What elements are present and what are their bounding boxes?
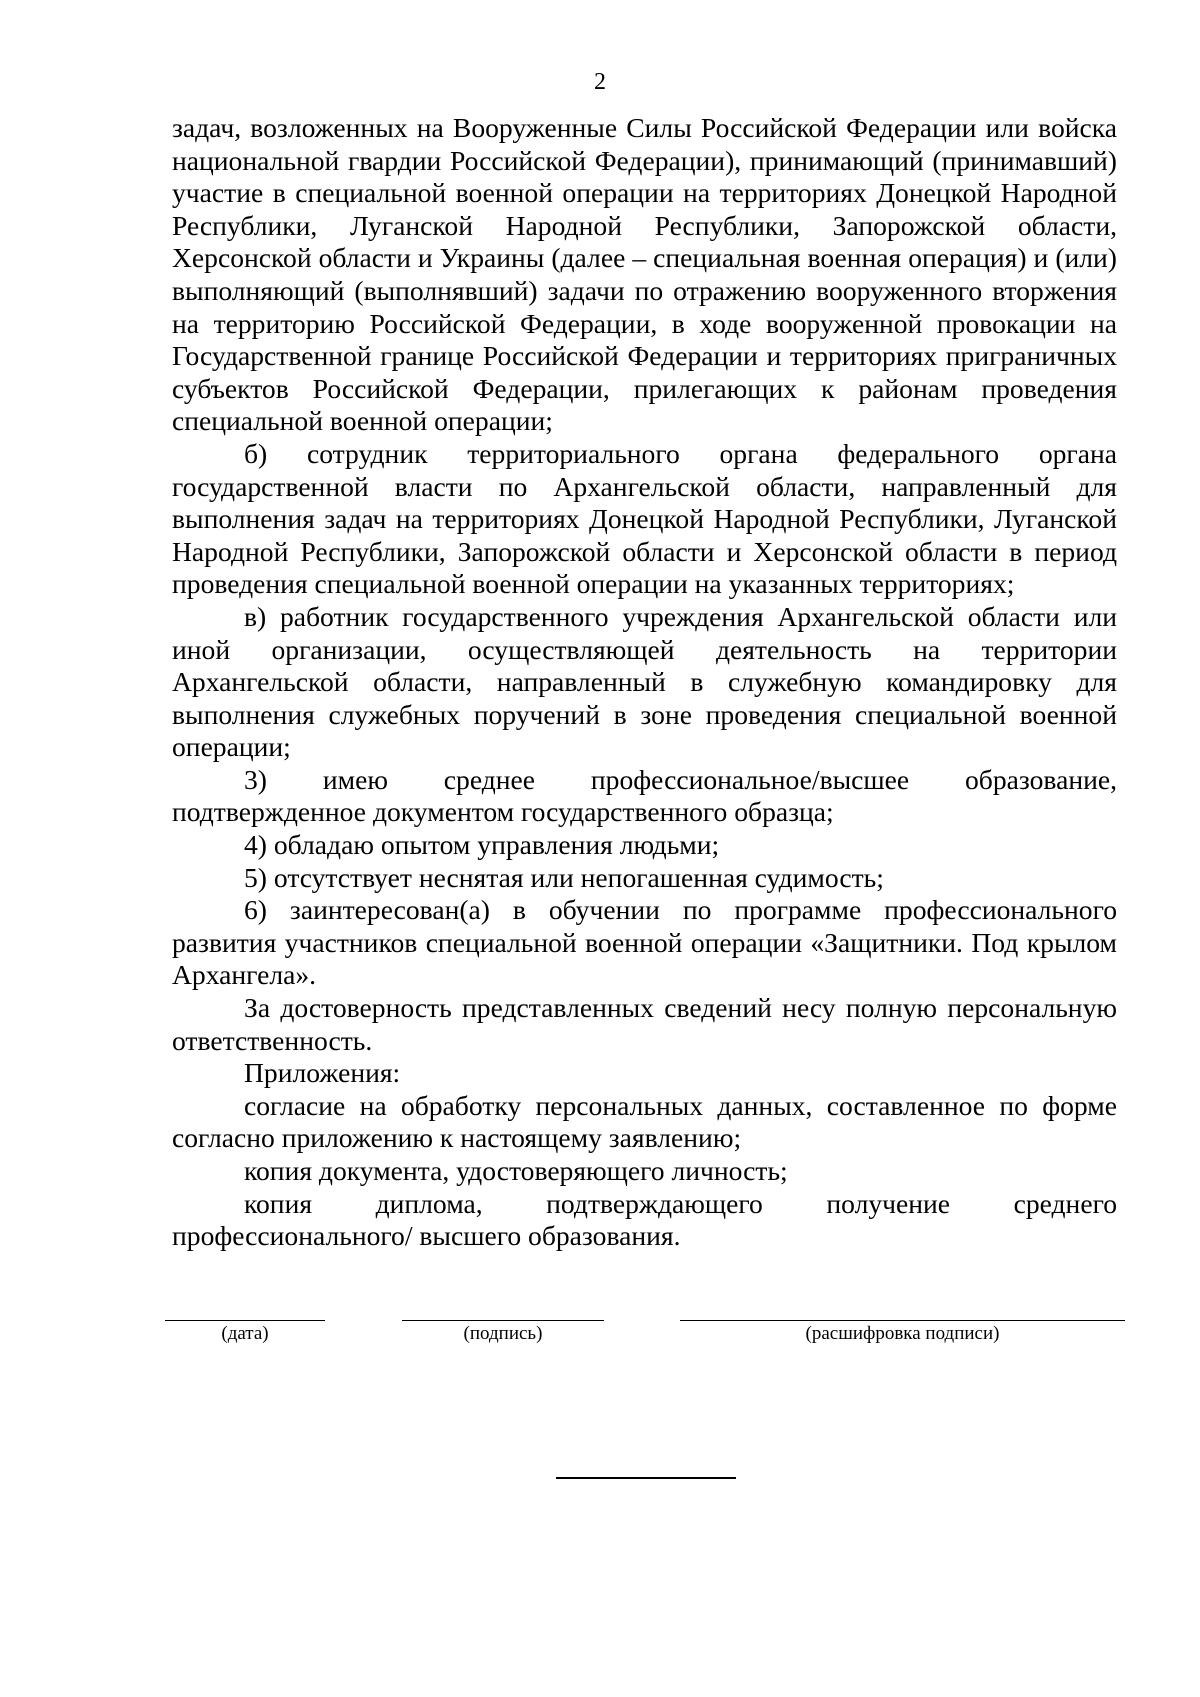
paragraph-12: копия диплома, подтверждающего получение среднего профессионального/ высшего образования. (172, 1187, 1117, 1252)
paragraph-4: 3) имею среднее профессиональное/высшее образование, подтвержденное документом государственного образца; (172, 763, 1117, 828)
end-of-document-line (556, 1477, 736, 1479)
decryption-signature-line (680, 1320, 1125, 1322)
paragraph-6: 5) отсутствует неснятая или непогашенная судимость; (244, 861, 884, 893)
document-body (172, 112, 1117, 1253)
date-signature-line (165, 1320, 325, 1322)
paragraph-2: б) сотрудник территориального органа федерального органа государственной власти по Архангельской области, направленный для выполнения задач на территориях Донецкой Народной Республики, Луганской Народной Республики, Запорожской области и Херсонской области в период проведения специальной военной операции на указанных территориях; (172, 437, 1117, 600)
page-number: 2 (594, 69, 606, 95)
paragraph-5: 4) обладаю опытом управления людьми; (244, 829, 720, 861)
signature-label: (подпись) (463, 1323, 543, 1344)
paragraph-3: в) работник государственного учреждения Архангельской области или иной организации, осуществляющей деятельность на территории Архангельской области, направленный в служебную командировку для выполнения служебных поручений в зоне проведения специальной военной операции; (172, 600, 1117, 763)
paragraph-11: копия документа, удостоверяющего личность; (244, 1155, 788, 1186)
paragraph-9: Приложения: (244, 1057, 401, 1089)
signature-line (402, 1320, 604, 1322)
paragraph-7: 6) заинтересован(а) в обучении по программе профессионального развития участников специальной военной операции «Защитники. Под крылом Архангела». (172, 894, 1117, 991)
decryption-label: (расшифровка подписи) (805, 1323, 1000, 1344)
paragraph-8: За достоверность представленных сведений несу полную персональную ответственность. (172, 992, 1117, 1056)
paragraph-1: задач, возложенных на Вооруженные Силы Российской Федерации или войска национальной гвардии Российской Федерации), принимающий (принимавший) участие в специальной военной операции на территориях Донецкой Народной Республики, Луганской Народной Республики, Запорожской области, Херсонской области и Украины (далее – специальная военная операция) и (или) выполняющий (выполнявший) задачи по отражению вооруженного вторжения на территорию Российской Федерации, в ходе вооруженной провокации на Государственной границе Российской Федерации и территориях приграничных субъектов Российской Федерации, прилегающих к районам проведения специальной военной операции; (172, 112, 1117, 437)
paragraph-10: согласие на обработку персональных данных, составленное по форме согласно приложению к настоящему заявлению; (172, 1089, 1117, 1154)
date-label: (дата) (221, 1323, 269, 1344)
